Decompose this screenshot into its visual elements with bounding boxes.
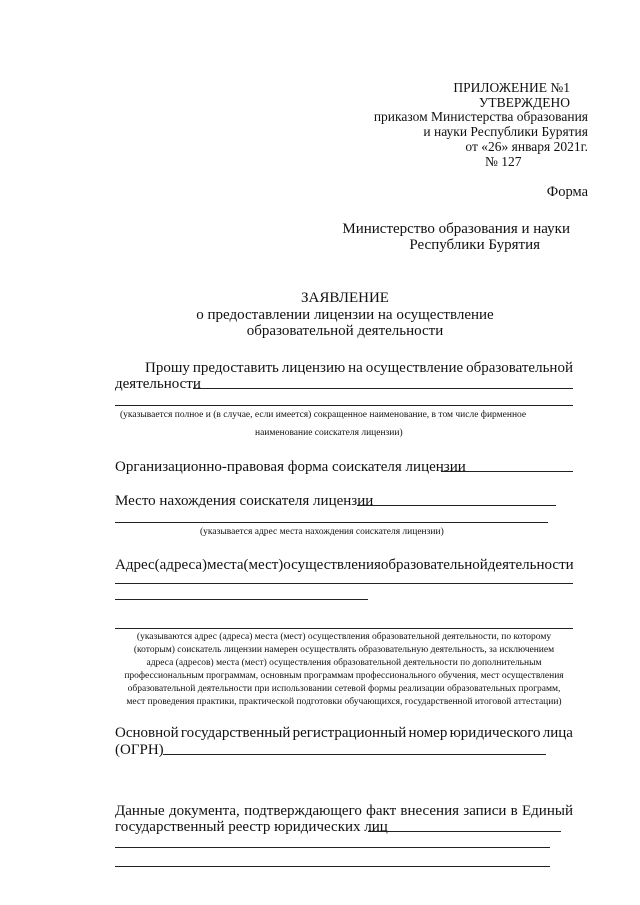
ogrn-field[interactable] xyxy=(163,754,546,755)
address-hint-6: мест проведения практики, практической подготовки обучающихся, государственной итоговой аттестации) xyxy=(126,697,562,707)
name-hint-2: наименование соискателя лицензии) xyxy=(255,428,403,438)
address-hint-1: (указываются адрес (адреса) места (мест) осуществления образовательной деятельности, по которому xyxy=(136,632,552,642)
applicant-name-field-2[interactable] xyxy=(115,405,573,406)
approved-label: УТВЕРЖДЕНО xyxy=(478,95,570,110)
applicant-name-field[interactable] xyxy=(193,388,573,389)
location-field-2[interactable] xyxy=(115,522,548,523)
egrul-field-2[interactable] xyxy=(115,847,550,848)
appendix-label: ПРИЛОЖЕНИЕ №1 xyxy=(453,80,570,95)
egrul-field-3[interactable] xyxy=(115,866,550,867)
ogrn-line-2: (ОГРН) xyxy=(115,742,164,758)
request-line-1: Прошу предоставить лицензию на осуществление образовательной xyxy=(145,360,573,376)
legal-form-label: Организационно-правовая форма соискателя лицензии xyxy=(115,459,466,475)
order-date: от «26» января 2021г. xyxy=(465,139,588,154)
ogrn-line-1: Основной государственный регистрационный номер юридического лица xyxy=(115,725,573,741)
ministry-line-1: Министерство образования и науки xyxy=(342,221,570,237)
order-line-2: и науки Республики Бурятия xyxy=(423,124,588,139)
egrul-line-2: государственный реестр юридических лиц xyxy=(115,819,388,835)
location-field[interactable] xyxy=(357,505,556,506)
legal-form-field[interactable] xyxy=(441,471,573,472)
order-number: № 127 xyxy=(485,154,522,169)
address-field-3[interactable] xyxy=(115,628,573,629)
address-hint-5: образовательной деятельности при использовании сетевой формы реализации образовательных программ, xyxy=(127,684,561,694)
location-hint: (указывается адрес места нахождения соискателя лицензии) xyxy=(200,527,444,537)
location-label: Место нахождения соискателя лицензии xyxy=(115,493,374,509)
address-hint-4: профессиональным программам, основным программам профессионального обучения, мест осуществления xyxy=(124,671,564,681)
request-line-2: деятельности xyxy=(115,376,201,392)
ministry-line-2: Республики Бурятия xyxy=(409,237,540,253)
address-hint-2: (которым) соискатель лицензии намерен осуществлять образовательную деятельность, за исключением xyxy=(133,645,555,655)
egrul-line-1: Данные документа, подтверждающего факт внесения записи в Единый xyxy=(115,803,573,819)
document-title: ЗАЯВЛЕНИЕ xyxy=(301,290,389,306)
address-line-1: Адрес (адреса) места (мест) осуществления образовательной деятельности xyxy=(115,557,574,573)
address-field-1[interactable] xyxy=(115,583,573,584)
address-field-2[interactable] xyxy=(115,599,368,600)
title-sub-2: образовательной деятельности xyxy=(246,323,444,339)
name-hint-1: (указывается полное и (в случае, если имеется) сокращенное наименование, в том числе фирменное xyxy=(120,410,527,420)
egrul-field[interactable] xyxy=(368,831,561,832)
form-label: Форма xyxy=(546,184,588,200)
order-line-1: приказом Министерства образования xyxy=(373,109,588,124)
address-hint-3: адреса (адресов) места (мест) осуществления образовательной деятельности по дополнительным xyxy=(146,658,542,668)
title-sub-1: о предоставлении лицензии на осуществление xyxy=(196,307,494,323)
